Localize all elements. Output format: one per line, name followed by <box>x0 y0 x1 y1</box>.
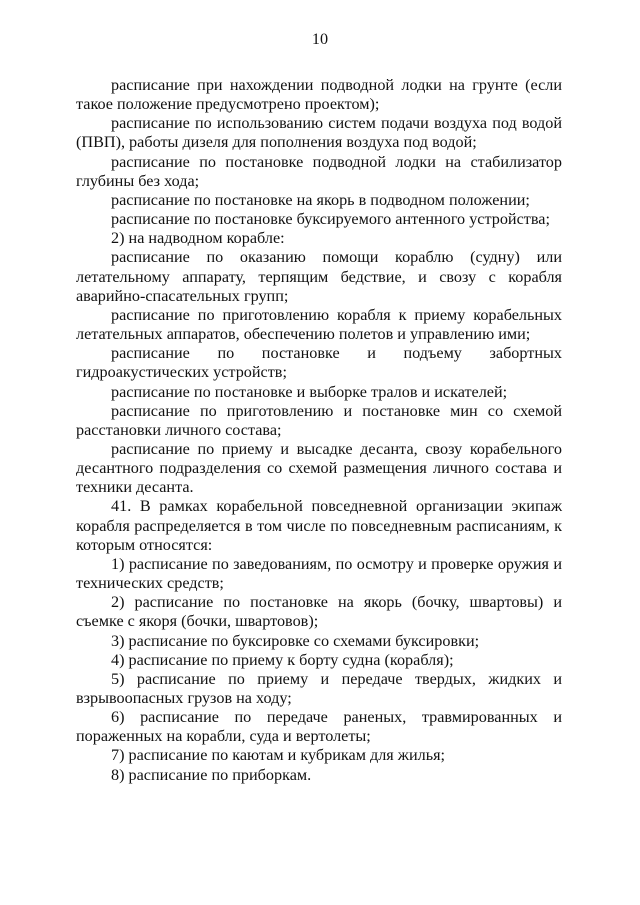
list-item: 2) расписание по постановке на якорь (бочку, швартовы) и съемке с якоря (бочки, швартовов); <box>76 593 562 631</box>
paragraph: расписание по постановке подводной лодки на стабилизатор глубины без хода; <box>76 152 562 190</box>
list-item: 6) расписание по передаче раненых, травмированных и пораженных на корабли, суда и вертолеты; <box>76 708 562 746</box>
list-item: 7) расписание по каютам и кубрикам для жилья; <box>111 746 446 765</box>
paragraph: расписание по постановке и подъему забортных гидроакустических устройств; <box>76 344 562 382</box>
paragraph: расписание по приготовлению и постановке мин со схемой расстановки личного состава; <box>76 401 562 439</box>
paragraph: расписание по оказанию помощи кораблю (судну) или летательному аппарату, терпящим бедствие, и свозу с корабля аварийно-спасательных групп; <box>76 248 562 305</box>
paragraph: расписание по постановке на якорь в подводном положении; <box>111 190 530 209</box>
list-item: 4) расписание по приему к борту судна (корабля); <box>111 650 454 669</box>
page-number: 10 <box>311 30 329 48</box>
list-item: 1) расписание по заведованиям, по осмотру и проверке оружия и технических средств; <box>76 554 562 593</box>
paragraph: 41. В рамках корабельной повседневной организации экипаж корабля распределяется в том числе по повседневным расписаниям, к которым относятся: <box>76 497 562 554</box>
paragraph: расписание по приему и высадке десанта, свозу корабельного десантного подразделения со схемой размещения личного состава и техники десанта. <box>76 439 562 497</box>
list-item: 3) расписание по буксировке со схемами буксировки; <box>111 631 480 650</box>
paragraph: 2) на надводном корабле: <box>111 229 285 248</box>
paragraph: расписание при нахождении подводной лодки на грунте (если такое положение предусмотрено проектом); <box>76 76 562 114</box>
paragraph: расписание по использованию систем подачи воздуха под водой (ПВП), работы дизеля для пополнения воздуха под водой; <box>76 114 562 152</box>
list-item: 8) расписание по приборкам. <box>111 765 312 784</box>
paragraph: расписание по постановке и выборке тралов и искателей; <box>111 382 508 401</box>
paragraph: расписание по приготовлению корабля к приему корабельных летательных аппаратов, обеспечению полетов и управлению ими; <box>76 305 562 344</box>
document-body <box>76 76 562 785</box>
list-item: 5) расписание по приему и передаче твердых, жидких и взрывоопасных грузов на ходу; <box>76 669 562 707</box>
paragraph: расписание по постановке буксируемого антенного устройства; <box>111 210 550 229</box>
